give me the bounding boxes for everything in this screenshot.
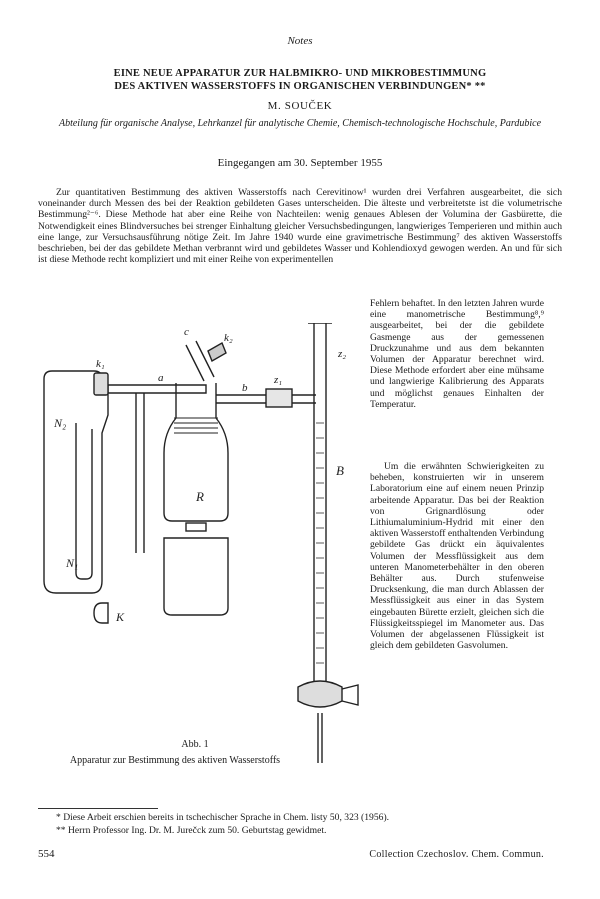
clamp-K: [94, 603, 108, 623]
label-z1: z₁: [274, 374, 283, 386]
stopcock-z1: [266, 389, 292, 407]
side-arm-c: [186, 341, 214, 381]
vessel-joint: [174, 418, 218, 433]
stopcock-k2: [208, 343, 226, 361]
label-b: b: [242, 382, 248, 394]
body-paragraph-1: Zur quantitativen Bestimmung des aktiven Wasserstoffs nach Cerevitinow¹ wurden drei Verfahren ausgearbeitet, die sich voneinander durch Messen des bei der Reaktion gebildeten Gases unterscheiden. Die älteste und verbreitetste ist die volumetrische Bestimmung²⁻⁶. Diese Methode hat aber eine Reihe von Nachteilen: wenig genaues Ablesen der Volumina der Gasbürette, die Notwendigkeit eines Blindversuches bei strenger Einhaltung gleicher Versuchsbedingungen, langwieriges Temperieren und mithin auch eine lange, zur Versuchsausführung nötige Zeit. Im Jahre 1940 wurde eine gravimetrische Bestimmung⁷ des aktiven Wasserstoffs beschrieben, bei der das gebildete Methan verbrannt wird und gebildetes Wasser und Kohlendioxyd gewogen werden. An und für sich ist diese Methode recht kompliziert und mit einer Reihe von experimentellen: [38, 187, 562, 266]
journal-name: Collection Czechoslov. Chem. Commun.: [369, 849, 544, 860]
lower-vessel: [164, 538, 228, 615]
burette-B: [314, 323, 326, 683]
figure-caption: [50, 739, 300, 767]
affiliation: Abteilung für organische Analyse, Lehrkanzel für analytische Chemie, Chemisch-technologische Hochschule, Pardubice: [58, 118, 542, 129]
label-k2: k₂: [224, 332, 233, 344]
label-B: B: [336, 463, 344, 478]
burette-stopcock: [298, 681, 342, 707]
burette-tip: [318, 713, 322, 763]
label-K: K: [116, 610, 125, 624]
label-c: c: [184, 326, 189, 338]
title-line-1: EINE NEUE APPARATUR ZUR HALBMIKRO- UND MIKROBESTIMMUNG: [113, 68, 487, 79]
footnote-divider: [38, 808, 158, 809]
footnote-2: ** Herrn Professor Ing. Dr. M. Jurečck zum 50. Geburtstag gewidmet.: [56, 825, 327, 836]
burette-graduations: [316, 423, 324, 663]
caption-text: Apparatur zur Bestimmung des aktiven Wasserstoffs: [69, 755, 281, 766]
label-N2: N₂: [54, 416, 67, 430]
body-paragraph-3: Um die erwähnten Schwierigkeiten zu beheben, konstruierten wir in unserem Laboratorium eine auf einem neuen Prinzip arbeitende Apparatur. Das bei der Reaktion von Grignardlösung oder Lithiumaluminium-Hydrid mit einer den aktiven Wasserstoff enthaltenden Verbindung gebildete Gas drückt ein äquivalentes Volumen der Messflüssigkeit aus dem unteren Manometerbehälter in den oberen Behälter aus. Durch stufenweise Drucksenkung, die man durch Ablassen der Messflüssigkeit aus einer in das System eingebauten Bürette erzielt, gleichen sich die Flüssigkeitsspiegel im Manometer aus. Das Volumen der abgelassenen Flüssigkeit ist gleich dem gebildeten Gasvolumen.: [370, 461, 544, 652]
tube-a: [108, 385, 206, 393]
footnote-1: * Diese Arbeit erschien bereits in tschechischer Sprache in Chem. listy 50, 323 (1956).: [56, 812, 390, 823]
label-k1: k₁: [96, 358, 105, 370]
apparatus-figure: [36, 323, 366, 773]
label-a: a: [158, 372, 164, 384]
label-z2: z₂: [338, 348, 347, 360]
title-line-2: DES AKTIVEN WASSERSTOFFS IN ORGANISCHEN VERBINDUNGEN* **: [114, 81, 486, 92]
body-paragraph-2: Fehlern behaftet. In den letzten Jahren wurde eine manometrische Bestimmung⁸,⁹ ausgearbeitet, bei der die gebildete Gasmenge aus der gemessenen Druckzunahme und aus dem bekannten Volumen der Apparatur berechnet wird. Diese Methode erfordert aber eine mühsame und langwierige Kalibrierung des Apparats und möglichst genaues Einhalten der Temperatur.: [370, 298, 544, 410]
article-title: [30, 67, 570, 93]
label-N1: N₁: [66, 556, 79, 570]
author-name: M. SOUČEK: [267, 100, 333, 112]
received-date: Eingegangen am 30. September 1955: [217, 157, 383, 169]
running-header: Notes: [287, 35, 313, 47]
page-number: 554: [38, 848, 55, 860]
label-R: R: [196, 489, 204, 504]
stopcock-k1: [94, 373, 108, 395]
vessel-N1: [76, 423, 92, 579]
caption-number: Abb. 1: [181, 739, 209, 750]
